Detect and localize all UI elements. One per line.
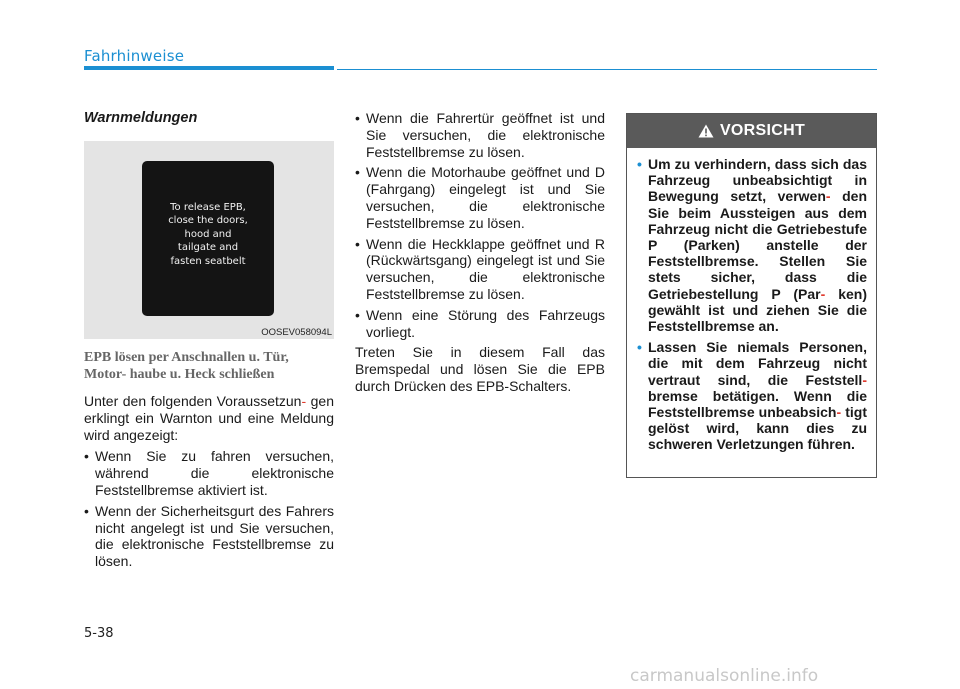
caution-item — [637, 156, 867, 334]
caution-list — [637, 156, 867, 453]
column-middle — [355, 110, 605, 395]
cluster-display — [142, 161, 274, 316]
section-title: Fahrhinweise — [84, 47, 185, 65]
warning-triangle-icon — [698, 124, 714, 138]
list-item: • Wenn die Motorhaube geöffnet und D (Fahrgang) eingelegt ist und Sie versuchen, die elektronische Feststellbremse zu lösen. — [355, 164, 605, 231]
intro-text-a: Unter den folgenden Voraussetzun — [84, 393, 302, 409]
column-left — [84, 110, 334, 574]
caution-item — [637, 339, 867, 452]
caution-header — [627, 114, 876, 148]
list-item: • Wenn der Sicherheitsgurt des Fahrers nicht angelegt ist und Sie versuchen, die elektronische Feststellbremse zu lösen. — [84, 503, 334, 570]
caution-text: Um zu verhindern, dass sich das Fahrzeug unbeabsichtigt in Bewegung setzt, verwen — [648, 156, 867, 205]
list-item: • Wenn eine Störung des Fahrzeugs vorliegt. — [355, 307, 605, 341]
hyphen-mark: - — [301, 393, 307, 409]
hyphen-mark: - — [825, 188, 831, 205]
epb-subheading: EPB lösen per Anschnallen u. Tür, Motor- haube u. Heck schließen — [84, 350, 289, 382]
caution-text: Lassen Sie niemals Personen, die mit dem Fahrzeug nicht vertraut sind, die Feststell — [648, 339, 867, 388]
hyphen-mark: - — [862, 371, 867, 388]
caution-text: ken) gewählt ist und ziehen Sie die Feststellbremse an. — [648, 285, 867, 335]
watermark: carmanualsonline.info — [630, 666, 819, 686]
list-item: • Wenn Sie zu fahren versuchen, während die elektronische Feststellbremse aktiviert ist. — [84, 448, 334, 498]
cluster-display-text: To release EPB, close the doors, hood and tailgate and fasten seatbelt — [168, 201, 248, 267]
header-rule-thick — [84, 66, 334, 70]
intro-text-b: gen erklingt ein Warnton und eine Meldung wird angezeigt: — [84, 393, 334, 443]
caution-text: tigt gelöst wird, kann dies zu schweren Verletzungen führen. — [648, 404, 867, 453]
caution-text: den Sie beim Aussteigen aus dem Fahrzeug nicht die Getriebestufe P (Parken) anstelle der Feststellbremse. Stellen Sie stets sicher, dass die Getriebestellung P (Par — [648, 188, 868, 302]
hyphen-mark: - — [836, 404, 842, 421]
caution-body — [627, 148, 876, 453]
warnings-heading: Warnmeldungen — [84, 110, 198, 126]
closing-paragraph: Treten Sie in diesem Fall das Bremspedal und lösen Sie die EPB durch Drücken des EPB-Schalters. — [355, 344, 605, 394]
hyphen-mark: - — [820, 285, 826, 302]
conditions-list-right — [355, 110, 605, 340]
figure-code: OOSEV058094L — [261, 327, 332, 338]
conditions-list-left — [84, 448, 334, 570]
caution-text: bremse betätigen. Wenn die Feststellbremse unbeabsich — [648, 387, 867, 421]
page-number: 5-38 — [84, 626, 114, 641]
cluster-message-figure — [84, 141, 334, 339]
list-item: • Wenn die Heckklappe geöffnet und R (Rückwärtsgang) eingelegt ist und Sie versuchen, die elektronische Feststellbremse zu lösen. — [355, 236, 605, 303]
list-item: • Wenn die Fahrertür geöffnet ist und Sie versuchen, die elektronische Feststellbremse zu lösen. — [355, 110, 605, 160]
caution-box — [626, 113, 877, 478]
intro-paragraph — [84, 393, 334, 443]
caution-title: VORSICHT — [719, 122, 806, 139]
header-rule-thin — [337, 69, 877, 70]
